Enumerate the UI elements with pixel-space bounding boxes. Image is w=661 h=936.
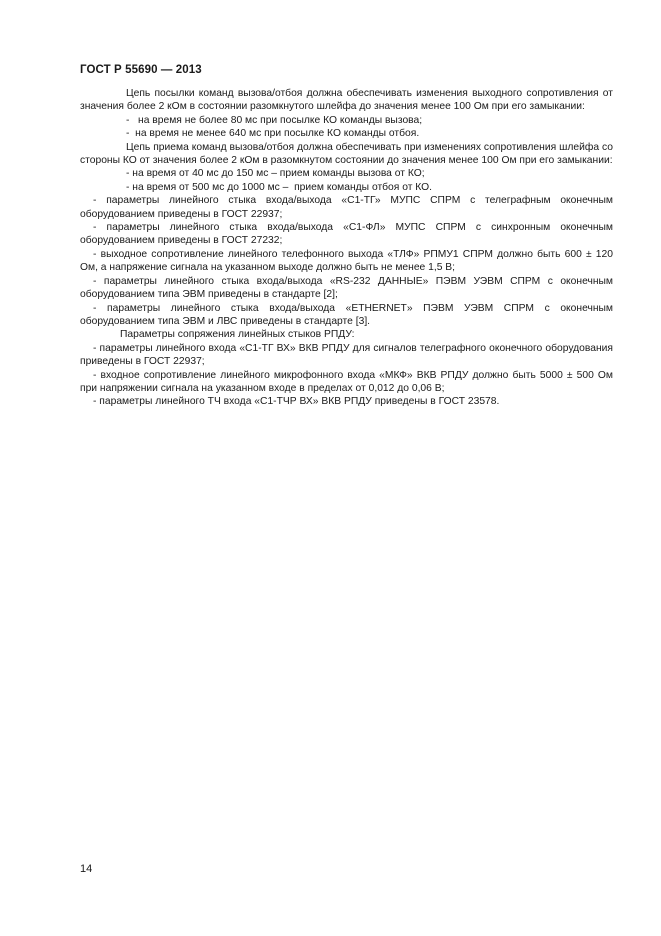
paragraph: Цепь посылки команд вызова/отбоя должна обеспечивать изменения выходного сопротивления от значения более 2 кОм в состоянии разомкнутого шлейфа до значения менее 100 Ом при его замыкании:	[80, 88, 613, 113]
list-item: - параметры линейного стыка входа/выхода «ETHERNET» ПЭВМ УЭВМ СПРМ с оконечным оборудованием типа ЭВМ и ЛВС приведены в стандарте [3].	[80, 302, 613, 327]
list-item: - параметры линейного ТЧ входа «С1-ТЧР ВХ» ВКВ РПДУ приведены в ГОСТ 23578.	[93, 396, 500, 408]
paragraph: Цепь приема команд вызова/отбоя должна обеспечивать при изменениях сопротивления шлейфа со стороны КО от значения более 2 кОм в разомкнутом состоянии до значения менее 100 Ом при его замыкании:	[80, 141, 613, 167]
section-lead: Параметры сопряжения линейных стыков РПДУ:	[120, 329, 355, 341]
list-item: - на время не более 80 мс при посылке КО команды вызова;	[126, 114, 423, 126]
list-item: - входное сопротивление линейного микрофонного входа «МКФ» ВКВ РПДУ должно быть 5000 ± 500 Ом при напряжении сигнала на указанном входе в пределах от 0,012 до 0,06 В;	[80, 369, 613, 394]
list-item: - на время от 500 мс до 1000 мс – прием команды отбоя от КО.	[126, 181, 433, 193]
list-item: - параметры линейного стыка входа/выхода «RS-232 ДАННЫЕ» ПЭВМ УЭВМ СПРМ с оконечным оборудованием типа ЭВМ приведены в стандарте [2];	[80, 275, 613, 301]
page-number: 14	[80, 863, 93, 875]
list-item: - параметры линейного стыка входа/выхода «С1-ТГ» МУПС СПРМ с телеграфным оконечным оборудованием приведены в ГОСТ 22937;	[80, 195, 613, 220]
document-header: ГОСТ Р 55690 — 2013	[80, 64, 202, 76]
list-item: - параметры линейного стыка входа/выхода «С1-ФЛ» МУПС СПРМ с синхронным оконечным оборудованием приведены в ГОСТ 27232;	[80, 222, 613, 247]
list-item: - на время от 40 мс до 150 мс – прием команды вызова от КО;	[126, 168, 425, 180]
list-item: - параметры линейного входа «С1-ТГ ВХ» ВКВ РПДУ для сигналов телеграфного оконечного оборудования приведены в ГОСТ 22937;	[80, 342, 613, 368]
list-item: - на время не менее 640 мс при посылке КО команды отбоя.	[126, 128, 420, 140]
document-body	[80, 87, 613, 409]
list-item: - выходное сопротивление линейного телефонного выхода «ТЛФ» РПМУ1 СПРМ должно быть 600 ± 120 Ом, а напряжение сигнала на указанном выходе должно быть не менее 1,5 В;	[80, 248, 613, 274]
